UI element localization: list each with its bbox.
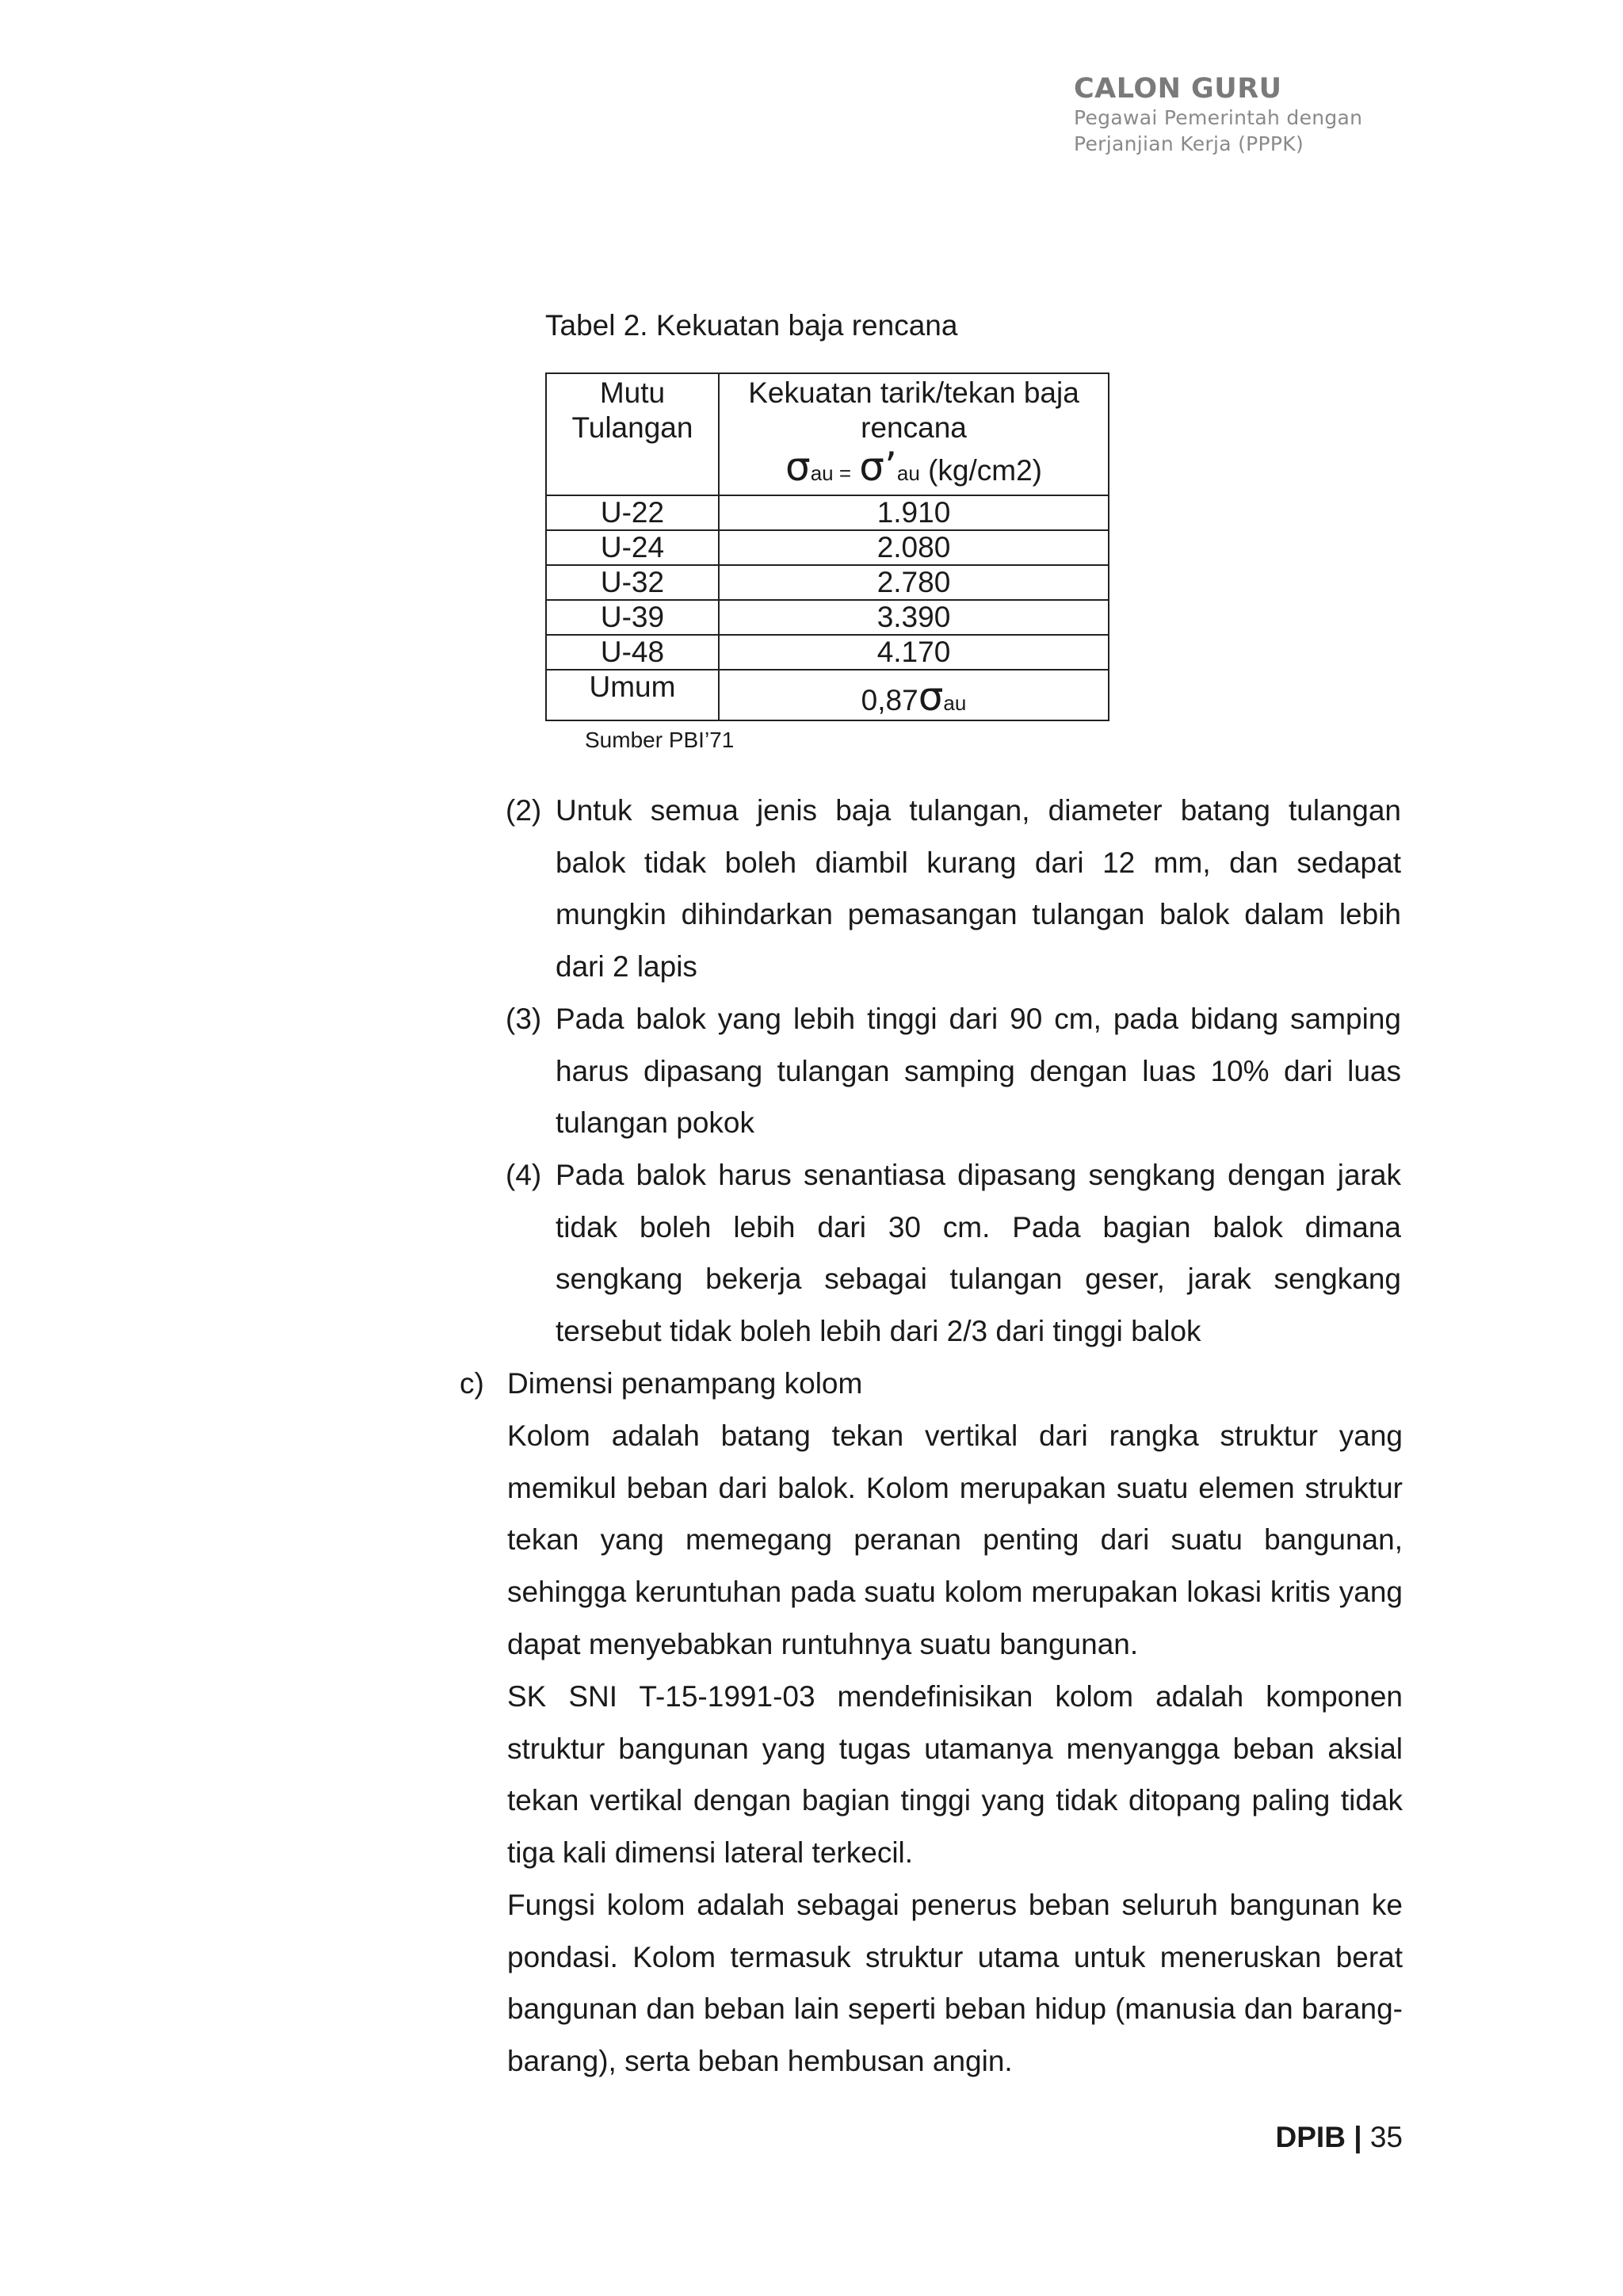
table-row	[546, 530, 1109, 565]
col-header-grade-text: Mutu Tulangan	[571, 376, 693, 444]
formula-unit: (kg/cm2)	[928, 454, 1042, 487]
table-row	[546, 600, 1109, 635]
value-cell-general	[719, 670, 1109, 720]
table-row	[546, 635, 1109, 670]
col-header-strength	[719, 373, 1109, 495]
header-subtitle-line2: Perjanjian Kerja (PPPK)	[1074, 132, 1304, 155]
col-header-grade	[546, 373, 719, 495]
list-item	[506, 993, 1401, 1149]
footer-separator: |	[1354, 2121, 1362, 2153]
grade-cell: U-48	[546, 635, 719, 670]
footer-label: DPIB	[1275, 2121, 1346, 2153]
header-title: CALON GURU	[1074, 73, 1282, 105]
sigma-prime-symbol: σ’	[859, 444, 897, 490]
page-header	[1074, 73, 1407, 157]
value-cell: 2.780	[719, 565, 1109, 600]
table-row	[546, 495, 1109, 530]
col-header-strength-text: Kekuatan tarik/tekan baja rencana	[748, 376, 1079, 444]
general-value-sub: au	[943, 691, 967, 715]
paragraph: Fungsi kolom adalah sebagai penerus beban seluruh bangunan ke pondasi. Kolom termasuk struktur utama untuk meneruskan berat bangunan dan beban lain seperti beban hidup (manusia dan barang-barang), serta beban hembusan angin.	[507, 1889, 1403, 2078]
table-row	[546, 565, 1109, 600]
formula-sub2: au	[896, 461, 920, 485]
item-number: (4)	[506, 1159, 542, 1191]
value-cell: 1.910	[719, 495, 1109, 530]
item-number: (2)	[506, 794, 542, 827]
page-footer	[1228, 2121, 1403, 2154]
page-number: 35	[1369, 2121, 1403, 2153]
list-item	[506, 1149, 1401, 1358]
sigma-symbol: σ	[918, 674, 944, 720]
item-text: Pada balok harus senantiasa dipasang sengkang dengan jarak tidak boleh lebih dari 30 cm. Pada bagian balok dimana sengkang bekerja sebagai tulangan geser, jarak sengkang tersebut tidak boleh lebih dari 2/3 dari tinggi balok	[556, 1159, 1401, 1348]
list-item	[506, 785, 1401, 993]
value-cell: 4.170	[719, 635, 1109, 670]
table-header-row	[546, 373, 1109, 495]
steel-strength-table	[545, 372, 1109, 721]
item-number: (3)	[506, 1003, 542, 1035]
paragraph: Kolom adalah batang tekan vertikal dari rangka struktur yang memikul beban dari balok. Kolom merupakan suatu elemen struktur tekan yang memegang peranan penting dari suatu bangunan, sehingga keruntuhan pada suatu kolom merupakan lokasi kritis yang dapat menyebabkan runtuhnya suatu bangunan.	[507, 1419, 1403, 1660]
section-letter: c)	[460, 1367, 484, 1400]
value-cell: 2.080	[719, 530, 1109, 565]
section-heading	[460, 1358, 1403, 1410]
value-cell: 3.390	[719, 600, 1109, 635]
table-caption: Tabel 2. Kekuatan baja rencana	[545, 309, 958, 342]
general-value-prefix: 0,87	[861, 684, 918, 716]
grade-cell: U-24	[546, 530, 719, 565]
item-text: Pada balok yang lebih tinggi dari 90 cm, pada bidang samping harus dipasang tulangan samping dengan luas 10% dari luas tulangan pokok	[556, 1003, 1401, 1140]
paragraph: SK SNI T-15-1991-03 mendefinisikan kolom adalah komponen struktur bangunan yang tugas utamanya menyangga beban aksial tekan vertikal dengan bagian tinggi yang tidak ditopang paling tidak tiga kali dimensi lateral terkecil.	[507, 1680, 1403, 1870]
table-source: Sumber PBI’71	[585, 728, 735, 752]
item-text: Untuk semua jenis baja tulangan, diameter batang tulangan balok tidak boleh diambil kurang dari 12 mm, dan sedapat mungkin dihindarkan pemasangan tulangan balok dalam lebih dari 2 lapis	[556, 794, 1401, 984]
section-title: Dimensi penampang kolom	[507, 1367, 863, 1400]
header-subtitle-line1: Pegawai Pemerintah dengan	[1074, 106, 1363, 129]
grade-cell: U-22	[546, 495, 719, 530]
grade-cell: Umum	[546, 670, 719, 720]
grade-cell: U-39	[546, 600, 719, 635]
sigma-symbol: σ	[785, 444, 811, 490]
formula-sub1: au =	[810, 461, 852, 485]
grade-cell: U-32	[546, 565, 719, 600]
formula	[720, 445, 1108, 495]
table-row-general	[546, 670, 1109, 720]
